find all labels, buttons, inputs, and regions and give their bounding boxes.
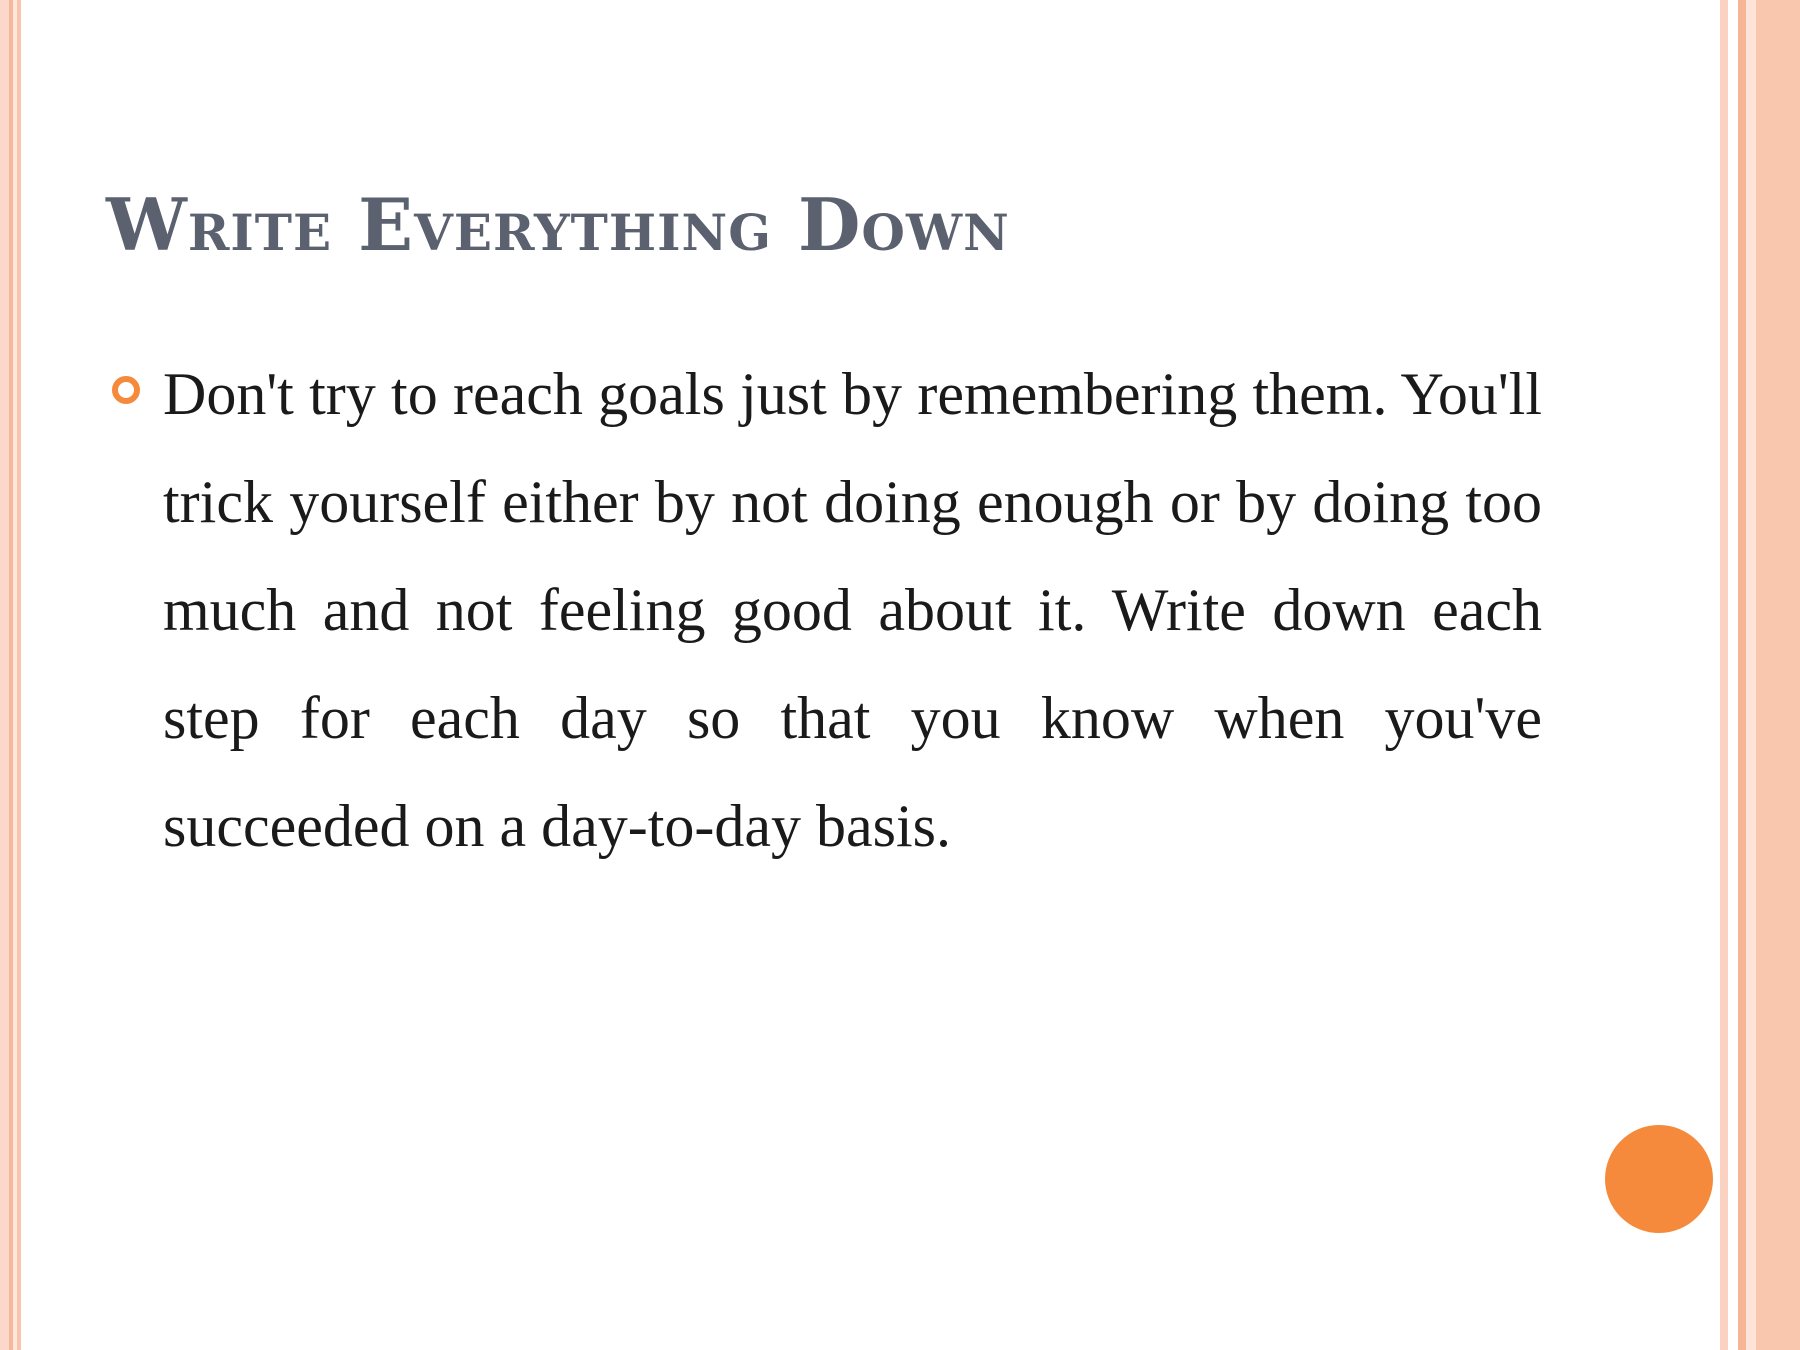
right-border-stripe xyxy=(1728,0,1738,1350)
right-border-stripe xyxy=(1746,0,1756,1350)
left-border-stripe xyxy=(0,0,9,1350)
decorative-circle-icon xyxy=(1605,1125,1713,1233)
bullet-text: Don't try to reach goals just by remembering them. You'll trick yourself either by not doing enough or by doing too much and not feeling good about it. Write down each step for each day so that you know when you've succeeded on a day-to-day basis. xyxy=(163,361,1542,859)
right-border-stripe xyxy=(1756,0,1800,1350)
slide-title: Write Everything Down xyxy=(106,182,1010,267)
left-border-stripe xyxy=(17,0,21,1350)
right-border-stripe xyxy=(1738,0,1746,1350)
right-border-stripe xyxy=(1720,0,1728,1350)
bullet-circle-icon xyxy=(112,376,140,404)
